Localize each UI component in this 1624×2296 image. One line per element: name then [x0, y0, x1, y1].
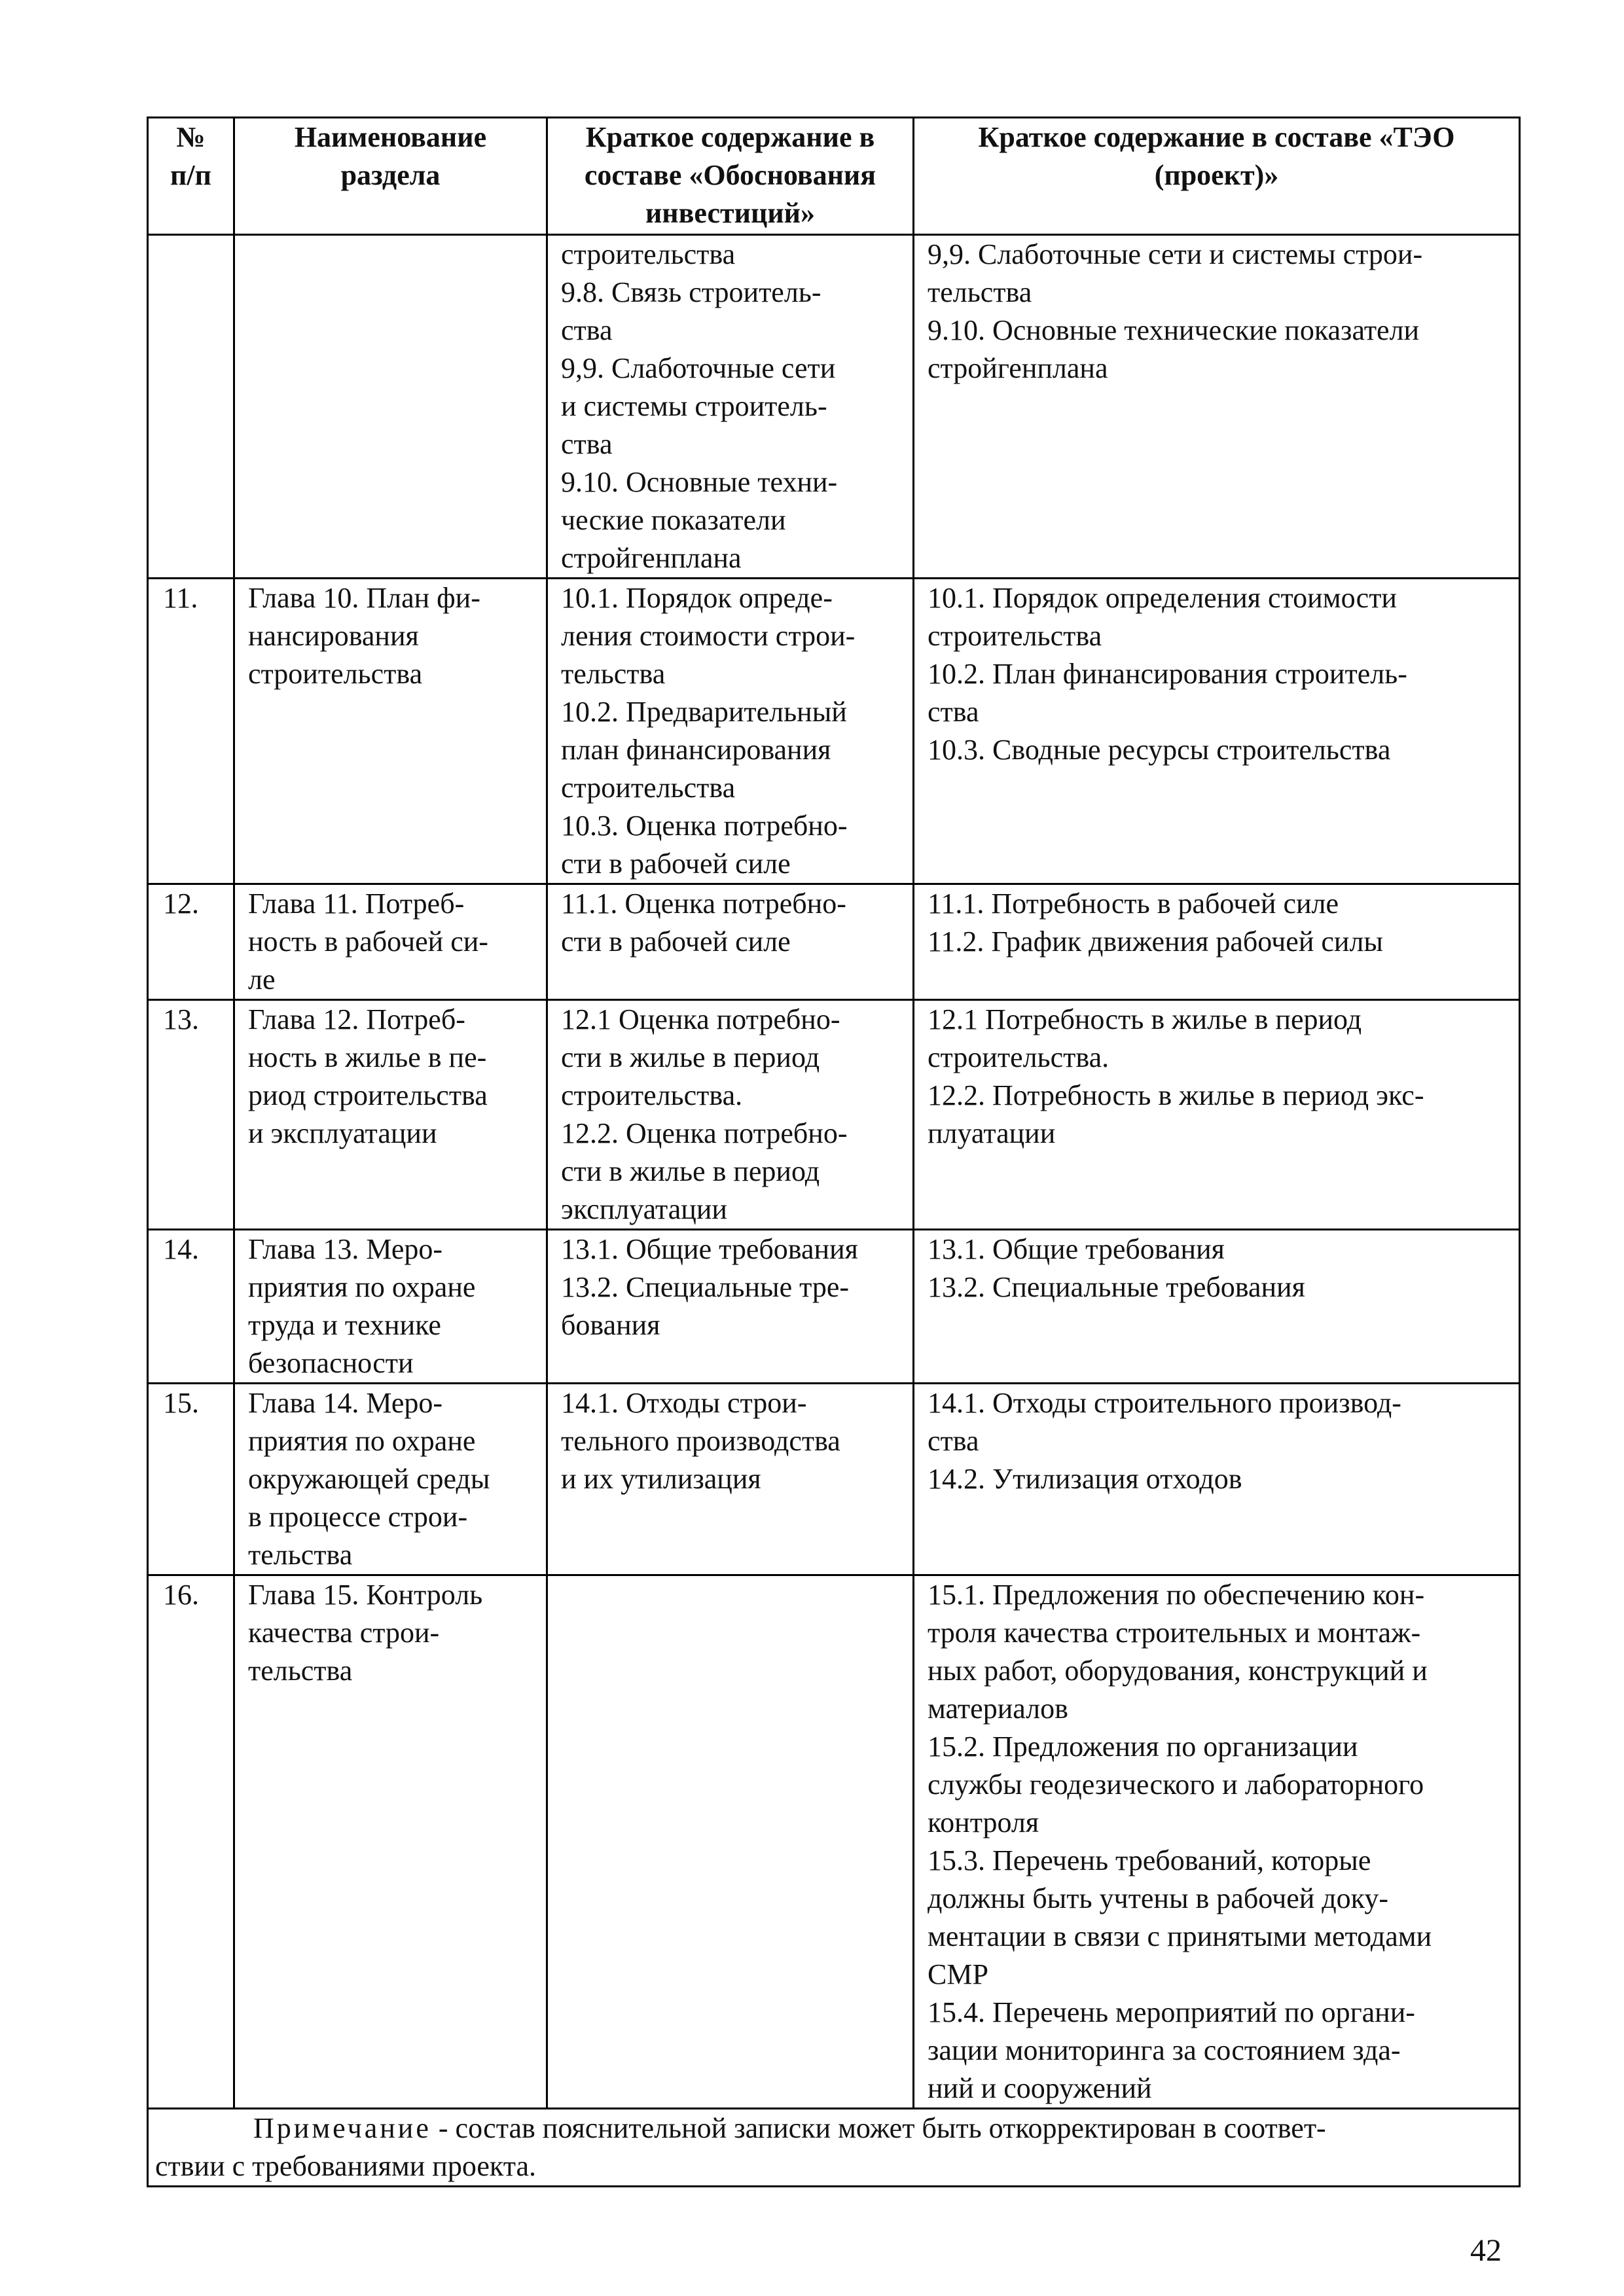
- cell-text-line: материалов: [928, 1693, 1068, 1725]
- cell-text-line: 15.3. Перечень требований, которые: [928, 1844, 1371, 1876]
- cell-text-line: 11.2. График движения рабочей силы: [928, 925, 1383, 958]
- cell-text-line: ность в рабочей си-: [248, 925, 488, 958]
- cell-text-line: строительства: [561, 238, 736, 270]
- row-number: [148, 235, 234, 579]
- investment-summary-cell: [547, 579, 914, 884]
- teo-summary-cell: [914, 235, 1520, 579]
- cell-text-line: 12.1 Потребность в жилье в период: [928, 1003, 1362, 1035]
- table-row: [148, 579, 1520, 884]
- teo-summary-cell: [914, 884, 1520, 1000]
- cell-text-line: строительства.: [928, 1041, 1110, 1073]
- cell-text-line: строительства.: [561, 1079, 743, 1111]
- cell-text-line: зации мониторинга за состоянием зда-: [928, 2034, 1401, 2066]
- cell-text-line: тельства: [248, 1539, 353, 1571]
- table-row: [148, 884, 1520, 1000]
- cell-text-line: 9.10. Основные технические показатели: [928, 314, 1420, 346]
- cell-text-line: стройгенплана: [928, 352, 1108, 384]
- table-body: [148, 235, 1520, 2109]
- cell-text-line: приятия по охране: [248, 1271, 476, 1303]
- cell-text-line: сти в рабочей силе: [561, 848, 791, 880]
- cell-text-line: бования: [561, 1309, 660, 1341]
- section-name-cell: [234, 1384, 547, 1575]
- investment-summary-cell: [547, 235, 914, 579]
- header-investment-summary: Краткое содержание в составе «Обоснования инвестиций»: [547, 118, 914, 235]
- cell-text-line: ле: [248, 963, 276, 996]
- cell-text-line: тельства: [928, 276, 1032, 308]
- cell-text-line: ства: [561, 314, 613, 346]
- cell-text-line: контроля: [928, 1806, 1039, 1839]
- cell-text-line: 12.2. Потребность в жилье в период экс-: [928, 1079, 1424, 1111]
- cell-text-line: и эксплуатации: [248, 1117, 437, 1149]
- cell-text-line: Глава 12. Потреб-: [248, 1003, 465, 1035]
- cell-text-line: ления стоимости строи-: [561, 620, 856, 652]
- note-label: Примечание: [253, 2112, 431, 2144]
- cell-text-line: эксплуатации: [561, 1193, 727, 1225]
- note-text-2: ствии с требованиями проекта.: [155, 2150, 536, 2182]
- cell-text-line: 11.1. Потребность в рабочей силе: [928, 888, 1339, 920]
- cell-text-line: Глава 14. Меро-: [248, 1387, 443, 1419]
- table-row: [148, 235, 1520, 579]
- table-row: [148, 1384, 1520, 1575]
- teo-summary-cell: [914, 1000, 1520, 1230]
- cell-text-line: в процессе строи-: [248, 1501, 468, 1533]
- cell-text-line: Глава 13. Меро-: [248, 1233, 443, 1265]
- cell-text-line: 9.10. Основные техни-: [561, 466, 838, 498]
- section-name-cell: [234, 1230, 547, 1384]
- row-number: 14.: [148, 1230, 234, 1384]
- investment-summary-cell: [547, 1384, 914, 1575]
- note-text: - состав пояснительной записки может быть откорректирован в соответ-: [431, 2112, 1326, 2144]
- content-table: [147, 117, 1521, 2187]
- cell-text-line: ческие показатели: [561, 504, 786, 536]
- teo-summary-cell: [914, 1575, 1520, 2109]
- cell-text-line: ства: [928, 1425, 979, 1457]
- cell-text-line: 10.3. Сводные ресурсы строительства: [928, 734, 1391, 766]
- table-row: [148, 1230, 1520, 1384]
- cell-text-line: план финансирования: [561, 734, 831, 766]
- cell-text-line: 9,9. Слаботочные сети: [561, 352, 836, 384]
- teo-summary-cell: [914, 1230, 1520, 1384]
- cell-text-line: тельства: [561, 658, 666, 690]
- row-number: 15.: [148, 1384, 234, 1575]
- cell-text-line: 10.1. Порядок определения стоимости: [928, 582, 1397, 614]
- row-number: 11.: [148, 579, 234, 884]
- header-number: № п/п: [148, 118, 234, 235]
- cell-text-line: строительства: [928, 620, 1102, 652]
- cell-text-line: сти в жилье в период: [561, 1155, 820, 1187]
- teo-summary-cell: [914, 579, 1520, 884]
- cell-text-line: ментации в связи с принятыми методами: [928, 1920, 1432, 1952]
- note-cell: [148, 2109, 1520, 2187]
- cell-text-line: 9.8. Связь строитель-: [561, 276, 821, 308]
- row-number: 12.: [148, 884, 234, 1000]
- section-name-cell: [234, 1000, 547, 1230]
- teo-summary-cell: [914, 1384, 1520, 1575]
- table-row: [148, 1575, 1520, 2109]
- cell-text-line: качества строи-: [248, 1617, 440, 1649]
- cell-text-line: сти в жилье в период: [561, 1041, 820, 1073]
- cell-text-line: 11.1. Оценка потребно-: [561, 888, 846, 920]
- cell-text-line: ний и сооружений: [928, 2072, 1152, 2104]
- cell-text-line: 13.1. Общие требования: [928, 1233, 1225, 1265]
- cell-text-line: нансирования: [248, 620, 419, 652]
- cell-text-line: троля качества строительных и монтаж-: [928, 1617, 1421, 1649]
- header-row: [148, 118, 1520, 235]
- cell-text-line: строительства: [248, 658, 423, 690]
- cell-text-line: 15.1. Предложения по обеспечению кон-: [928, 1579, 1425, 1611]
- cell-text-line: 13.1. Общие требования: [561, 1233, 858, 1265]
- cell-text-line: 15.2. Предложения по организации: [928, 1731, 1358, 1763]
- cell-text-line: тельного производства: [561, 1425, 840, 1457]
- investment-summary-cell: [547, 1575, 914, 2109]
- row-number: 16.: [148, 1575, 234, 2109]
- cell-text-line: ность в жилье в пе-: [248, 1041, 487, 1073]
- table-row: [148, 1000, 1520, 1230]
- cell-text-line: и системы строитель-: [561, 390, 827, 422]
- cell-text-line: стройгенплана: [561, 542, 742, 574]
- investment-summary-cell: [547, 884, 914, 1000]
- section-name-cell: [234, 235, 547, 579]
- cell-text-line: СМР: [928, 1958, 988, 1990]
- cell-text-line: риод строительства: [248, 1079, 488, 1111]
- cell-text-line: тельства: [248, 1655, 353, 1687]
- cell-text-line: 9,9. Слаботочные сети и системы строи-: [928, 238, 1423, 270]
- header-section-name: Наименование раздела: [234, 118, 547, 235]
- page-number: 42: [1470, 2233, 1502, 2268]
- cell-text-line: 13.2. Специальные требования: [928, 1271, 1305, 1303]
- investment-summary-cell: [547, 1230, 914, 1384]
- header-teo-summary: Краткое содержание в составе «ТЭО (проект)»: [914, 118, 1520, 235]
- cell-text-line: плуатации: [928, 1117, 1056, 1149]
- cell-text-line: 14.1. Отходы строи-: [561, 1387, 807, 1419]
- cell-text-line: 15.4. Перечень мероприятий по органи-: [928, 1996, 1415, 2028]
- cell-text-line: 13.2. Специальные тре-: [561, 1271, 850, 1303]
- section-name-cell: [234, 579, 547, 884]
- cell-text-line: 10.3. Оценка потребно-: [561, 810, 848, 842]
- cell-text-line: окружающей среды: [248, 1463, 490, 1495]
- cell-text-line: Глава 10. План фи-: [248, 582, 480, 614]
- row-number: 13.: [148, 1000, 234, 1230]
- cell-text-line: Глава 11. Потреб-: [248, 888, 465, 920]
- cell-text-line: сти в рабочей силе: [561, 925, 791, 958]
- cell-text-line: 10.1. Порядок опреде-: [561, 582, 833, 614]
- cell-text-line: приятия по охране: [248, 1425, 476, 1457]
- investment-summary-cell: [547, 1000, 914, 1230]
- cell-text-line: труда и технике: [248, 1309, 441, 1341]
- cell-text-line: 12.2. Оценка потребно-: [561, 1117, 848, 1149]
- cell-text-line: службы геодезического и лабораторного: [928, 1768, 1424, 1801]
- cell-text-line: безопасности: [248, 1347, 414, 1379]
- cell-text-line: строительства: [561, 772, 736, 804]
- section-name-cell: [234, 1575, 547, 2109]
- cell-text-line: 14.1. Отходы строительного производ-: [928, 1387, 1401, 1419]
- cell-text-line: должны быть учтены в рабочей доку-: [928, 1882, 1389, 1914]
- cell-text-line: 14.2. Утилизация отходов: [928, 1463, 1242, 1495]
- cell-text-line: 10.2. Предварительный: [561, 696, 847, 728]
- cell-text-line: 10.2. План финансирования строитель-: [928, 658, 1407, 690]
- cell-text-line: ства: [928, 696, 979, 728]
- note-row: [148, 2109, 1520, 2187]
- cell-text-line: Глава 15. Контроль: [248, 1579, 483, 1611]
- cell-text-line: ства: [561, 428, 613, 460]
- cell-text-line: и их утилизация: [561, 1463, 761, 1495]
- cell-text-line: 12.1 Оценка потребно-: [561, 1003, 840, 1035]
- section-name-cell: [234, 884, 547, 1000]
- cell-text-line: ных работ, оборудования, конструкций и: [928, 1655, 1428, 1687]
